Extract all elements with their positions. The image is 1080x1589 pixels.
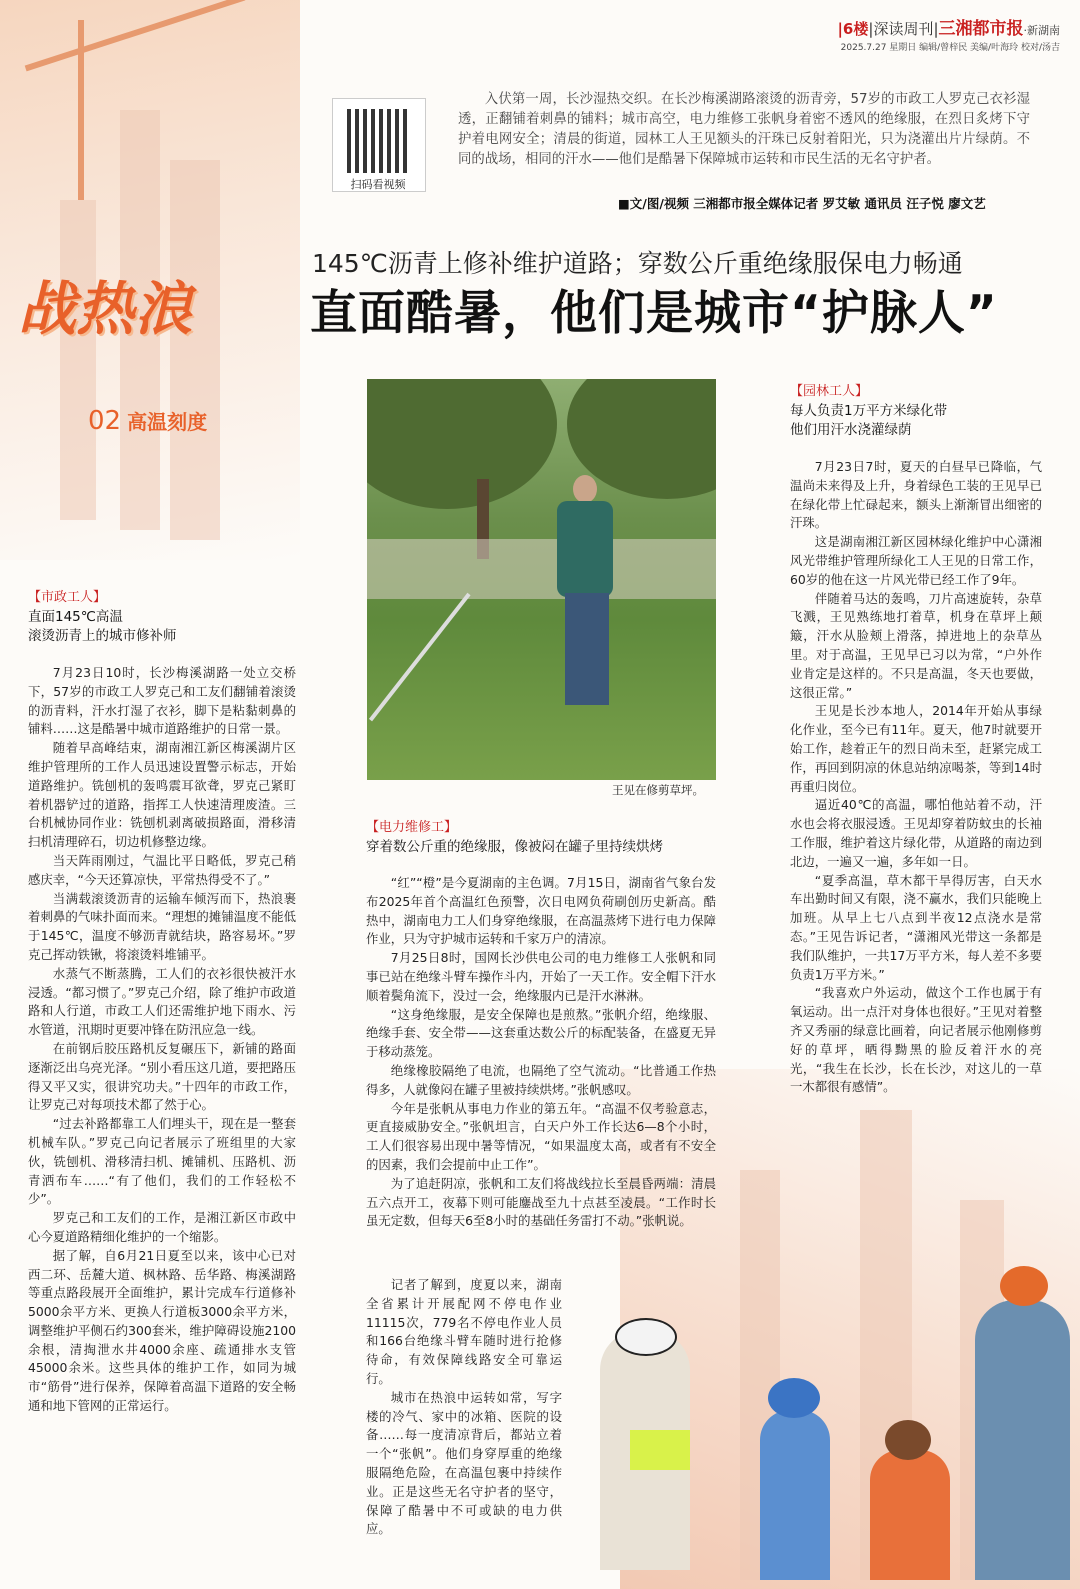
paragraph: “夏季高温，草木都干旱得厉害，白天水车出勤时间又有限，浇不赢水，我们只能晚上加班。从早上七八点到半夜12点浇水是常态。”王见告诉记者，“潇湘风光带这一条都是我们队维护，一共17万平方米，每人差不多要负责1万平方米。”: [790, 872, 1042, 982]
column-subtitle: [88, 406, 207, 436]
article-column-power: [366, 874, 716, 1231]
section-name: |深读周刊|: [868, 20, 939, 38]
section-tag-garden: 【园林工人】: [790, 384, 869, 399]
worker-figure-illustration: [760, 1410, 830, 1580]
paragraph: 伴随着马达的轰鸣，刀片高速旋转，杂草飞溅，王见熟练地打着草，机身在草坪上颠簸，汗水从脸颊上滑落，掉进地上的杂草丛里。对于高温，王见早已习以为常，“户外作业肯定是这样的。不只是高温，冬天也要做，这很正常。”: [790, 590, 1042, 700]
section-name: 楼: [853, 20, 869, 38]
section-heading-municipal: [28, 608, 177, 646]
paragraph: 当满载滚烫沥青的运输车倾泻而下，热浪裹着刺鼻的气味扑面而来。“理想的摊铺温度不能低于145℃，温度不够沥青就结块，路容易坏。”罗克己挥动铁锹，将滚烫料堆铺平。: [28, 890, 296, 962]
article-column-garden: [790, 458, 1042, 1097]
paragraph: 据了解，自6月21日夏至以来，该中心已对西二环、岳麓大道、枫林路、岳华路、梅溪湖路等重点路段展开全面维护，累计完成车行道修补5000余平方米、更换人行道板3000余平方米，调整维护平侧石约300套米，维护障碍设施2100余根，清掏泄水井4000余座、疏通排水支管45000余米。这些具体的维护工作，如同为城市“筋骨”进行保养，保障着高温下道路的安全畅通和地下管网的正常运行。: [28, 1247, 296, 1414]
section-tag-municipal: 【市政工人】: [28, 590, 107, 605]
paragraph: 城市在热浪中运转如常，写字楼的冷气、家中的冰箱、医院的设备……每一度清凉背后，都站立着一个“张帆”。他们身穿厚重的绝缘服隔绝危险，在高温包裹中持续作业。正是这些无名守护者的坚守，保障了酷暑中不可或缺的电力供应。: [366, 1389, 562, 1537]
paragraph: 这是湖南湘江新区园林绿化维护中心潇湘风光带维护管理所绿化工人王见的日常工作，60岁的他在这一片风光带已经工作了9年。: [790, 534, 1042, 587]
paragraph: 水蒸气不断蒸腾，工人们的衣衫很快被汗水浸透。“都习惯了。”罗克己介绍，除了维护市政道路和人行道，市政工人们还需维护地下雨水、污水管道，汛期时更要冲锋在防汛应急一线。: [28, 965, 296, 1038]
stairs: [367, 539, 716, 599]
paragraph: 随着早高峰结束，湖南湘江新区梅溪湖片区维护管理所的工作人员迅速设置警示标志，开始道路维护。铣刨机的轰鸣震耳欲聋，罗克己紧盯着机器铲过的道路，指挥工人快速清理废渣。三台机械协同作业：铣刨机剥离破损路面，滑移清扫机清理碎石，切边机修整边缘。: [28, 740, 296, 850]
paragraph: 罗克己和工友们的工作，是湘江新区市政中心今夏道路精细化维护的一个缩影。: [28, 1210, 296, 1244]
article-column-municipal: [28, 664, 296, 1416]
column-sub-label: 高温刻度: [127, 410, 208, 434]
worker-cap-icon: [768, 1378, 820, 1418]
headline: 直面酷暑，他们是城市“护脉人”: [310, 286, 998, 341]
paragraph: 今年是张帆从事电力作业的第五年。“高温不仅考验意志，更直接威胁安全。”张帆坦言，白天户外工作长达6—8个小时，工人们很容易出现中暑等情况，“如果温度太高，或者有不安全的因素，我们会提前中止工作”。: [366, 1100, 716, 1172]
worker-head: [573, 475, 597, 503]
page-number: |6: [837, 20, 854, 38]
intro-paragraph: 入伏第一周，长沙湿热交织。在长沙梅溪湖路滚烫的沥青旁，57岁的市政工人罗克己衣衫湿透，正翻铺着刺鼻的铺料；城市高空，电力维修工张帆身着密不透风的绝缘服，在烈日炙烤下守护着电网安全；清晨的街道，园林工人王见额头的汗珠已反射着阳光，只为浇灌出片片绿荫。不同的战场，相同的汗水——他们是酷暑下保障城市运转和市民生活的无名守护者。: [458, 92, 1030, 167]
paragraph: “红”“橙”是今夏湖南的主色调。7月15日，湖南省气象台发布2025年首个高温红色预警，次日电网负荷刷创历史新高。酷热中，湖南电力工人们身穿绝缘服，在高温蒸烤下进行电力保障作业，只为守护城市运转和千家万户的清凉。: [366, 875, 716, 947]
heading-line: 他们用汗水浇灌绿荫: [790, 422, 912, 438]
photo-caption: 王见在修剪草坪。: [612, 783, 704, 797]
section-heading-garden: [790, 402, 947, 440]
byline: ■文/图/视频 三湘都市报全媒体记者 罗艾敏 通讯员 汪子悦 廖文艺: [618, 196, 986, 211]
paragraph: 王见是长沙本地人，2014年开始从事绿化作业，至今已有11年。夏天，他7时就要开始工作，趁着正午的烈日尚未至，赶紧完成工作，再回到阴凉的休息站纳凉喝茶，等到14时再重归岗位。: [790, 703, 1042, 794]
heading-line: 直面145℃高温: [28, 609, 123, 625]
paragraph: 绝缘橡胶隔绝了电流，也隔绝了空气流动。“比普通工作热得多，人就像闷在罐子里被持续烘烤。”张帆感叹。: [366, 1062, 716, 1097]
paragraph: 记者了解到，度夏以来，湖南全省累计开展配网不停电作业11115次，779名不停电作业人员和166台绝缘斗臂车随时进行抢修待命，有效保障线路安全可靠运行。: [366, 1277, 562, 1386]
paragraph: 当天阵雨刚过，气温比平日略低，罗克己稍感庆幸，“今天还算凉快，平常热得受不了。”: [28, 852, 296, 887]
paragraph: “过去补路都靠工人们埋头干，现在是一整套机械车队。”罗克己向记者展示了班组里的大家伙，铣刨机、滑移清扫机、摊铺机、压路机、沥青洒布车……“有了他们，我们的工作轻松不少”。: [28, 1116, 296, 1207]
header-meta: 2025.7.27 星期日 编辑/曾梓民 美编/叶海玲 校对/汤吉: [840, 43, 1060, 53]
worker-head: [885, 1420, 931, 1460]
paragraph: 在前钢后胶压路机反复碾压下，新铺的路面逐渐泛出乌亮光泽。“别小看压这几道，要把路压得又平又实，很讲究功夫。”十四年的市政工作，让罗克己对每项技术都了然于心。: [28, 1040, 296, 1113]
paragraph: “这身绝缘服，是安全保障也是煎熬。”张帆介绍，绝缘服、绝缘手套、安全带——这套重达数公斤的标配装备，在盛夏无异于移动蒸笼。: [366, 1006, 716, 1060]
worker-legs: [565, 593, 609, 705]
app-name: ·新湖南: [1023, 24, 1060, 37]
paragraph: 为了追赶阴凉，张帆和工友们将战线拉长至晨昏两端：清晨五六点开工，夜幕下则可能鏖战至九十点甚至凌晨。“工作时长虽无定数，但每天6至8小时的基础任务雷打不动。”张帆说。: [366, 1175, 716, 1229]
newspaper-name: 三湘都市报: [938, 19, 1024, 39]
paragraph: 7月25日8时，国网长沙供电公司的电力维修工人张帆和同事已站在绝缘斗臂车操作斗内，开始了一天工作。安全帽下汗水顺着鬓角流下，没过一会，绝缘服内已是汗水淋淋。: [366, 950, 716, 1003]
tree-illustration: [367, 379, 557, 509]
paragraph: 逼近40℃的高温，哪怕他站着不动，汗水也会将衣服浸透。王见却穿着防蚊虫的长袖工作服，维护着这片绿化带，从道路的南边到北边，一遍又一遍，多年如一日。: [790, 797, 1042, 869]
construction-worker-illustration: [975, 1300, 1070, 1580]
subtitle: 145℃沥青上修补维护道路；穿数公斤重绝缘服保电力畅通: [312, 249, 963, 278]
heading-line: 滚烫沥青上的城市修补师: [28, 628, 177, 644]
paragraph: 7月23日10时，长沙梅溪湖路一处立交桥下，57岁的市政工人罗克己和工友们翻铺着滚烫的沥青料，汗水打湿了衣衫，脚下是粘黏刺鼻的铺料……这是酷暑中城市道路维护的日常一景。: [28, 665, 296, 737]
section-tag-power: 【电力维修工】: [366, 820, 458, 835]
sanitation-worker-illustration: [870, 1450, 950, 1580]
column-logo: 战热浪: [18, 275, 193, 343]
article-column-power-cont: [366, 1276, 562, 1539]
police-cap-icon: [615, 1318, 677, 1356]
building-illustration: [60, 200, 96, 520]
column-number: 02: [88, 406, 122, 436]
safety-vest: [630, 1430, 690, 1470]
building-illustration: [170, 160, 220, 540]
heading-line: 每人负责1万平方米绿化带: [790, 403, 948, 419]
section-heading-power: 穿着数公斤重的绝缘服，像被闷在罐子里持续烘烤: [366, 839, 663, 855]
page-header: [740, 8, 1060, 58]
hard-hat-icon: [1000, 1266, 1048, 1306]
qr-label: 扫码看视频: [350, 178, 406, 191]
crane-illustration: [78, 20, 84, 200]
worker-body: [557, 501, 613, 597]
paragraph: “我喜欢户外运动，做这个工作也属于有氧运动。出一点汗对身体也很好。”王见对着整齐又秀丽的绿意比画着，向记者展示他刚修剪好的草坪，晒得黝黑的脸反着汗水的亮光，“我生在长沙，长在长沙，对这儿的一草一木都很有感情”。: [790, 985, 1042, 1095]
news-photo: [367, 379, 716, 780]
trimmer: [369, 593, 471, 722]
paragraph: 7月23日7时，夏天的白昼早已降临，气温尚未来得及上升，身着绿色工装的王见早已在绿化带上忙碌起来，额头上渐渐冒出细密的汗珠。: [790, 459, 1042, 531]
